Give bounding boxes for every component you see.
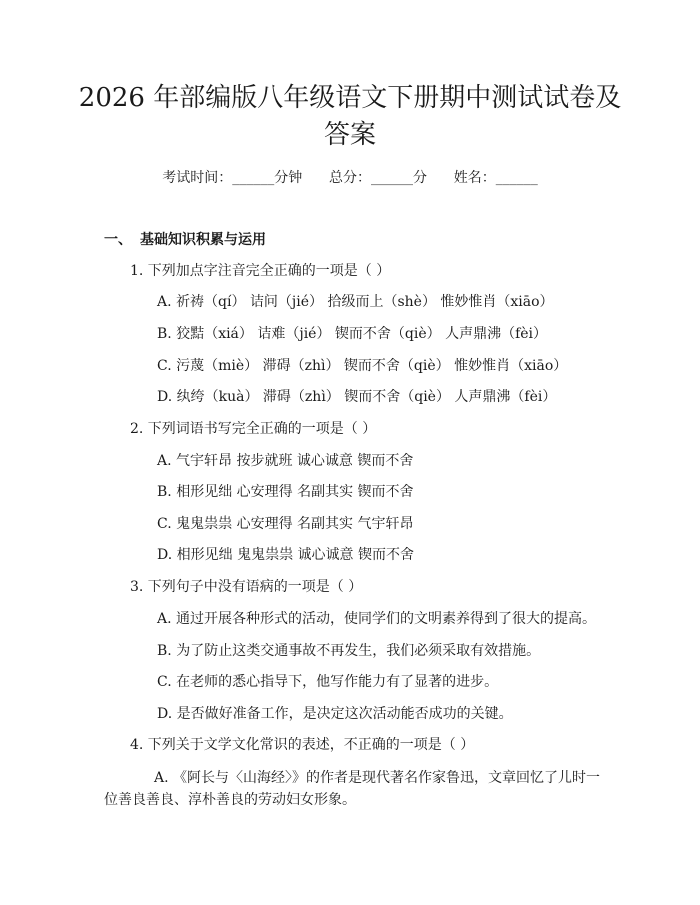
section-number: 一、 (104, 232, 132, 248)
question-option: A. 祈祷（qí） 诘问（jié） 拾级而上（shè） 惟妙惟肖（xiāo） (157, 294, 554, 310)
question-stem: 3. 下列句子中没有语病的一项是（ ） (130, 579, 363, 595)
question-option: C. 鬼鬼祟祟 心安理得 名副其实 气宇轩昂 (157, 516, 414, 532)
section-heading (104, 230, 266, 250)
student-name-label: 姓名：______ (453, 170, 538, 186)
question-option: D. 纨绔（kuà） 滞碍（zhì） 锲而不舍（qiè） 人声鼎沸（fèi） (157, 389, 557, 405)
document-title: 2026 年部编版八年级语文下册期中测试试卷及答案 (78, 83, 622, 150)
question-option: D. 是否做好准备工作，是决定这次活动能否成功的关键。 (157, 706, 513, 722)
question-option: C. 在老师的悉心指导下，他写作能力有了显著的进步。 (157, 674, 499, 690)
exam-time-label: 考试时间：______分钟 (162, 170, 303, 186)
question-option: A. 《阿长与〈山海经〉》的作者是现代著名作家鲁迅，文章回忆了儿时一位善良善良、淳朴善良的劳动妇女形象。 (104, 770, 601, 808)
question-option-paragraph (104, 767, 604, 811)
section-title: 基础知识积累与运用 (140, 232, 266, 248)
question-option: A. 通过开展各种形式的活动，使同学们的文明素养得到了很大的提高。 (157, 611, 597, 627)
question-stem: 2. 下列词语书写完全正确的一项是（ ） (130, 421, 377, 437)
question-option: B. 相形见绌 心安理得 名副其实 锲而不舍 (157, 484, 414, 500)
total-score-label: 总分：______分 (329, 170, 427, 186)
exam-meta (0, 168, 700, 188)
question-stem: 1. 下列加点字注音完全正确的一项是（ ） (130, 263, 391, 279)
question-option: C. 污蔑（miè） 滞碍（zhì） 锲而不舍（qiè） 惟妙惟肖（xiāo） (157, 358, 568, 374)
question-stem: 4. 下列关于文学文化常识的表述，不正确的一项是（ ） (130, 737, 475, 753)
question-option: B. 为了防止这类交通事故不再发生，我们必须采取有效措施。 (157, 643, 541, 659)
question-option: B. 狡黠（xiá） 诘难（jié） 锲而不舍（qiè） 人声鼎沸（fèi） (157, 326, 548, 342)
question-option: D. 相形见绌 鬼鬼祟祟 诚心诚意 锲而不舍 (157, 547, 414, 563)
question-option: A. 气宇轩昂 按步就班 诚心诚意 锲而不舍 (157, 453, 414, 469)
